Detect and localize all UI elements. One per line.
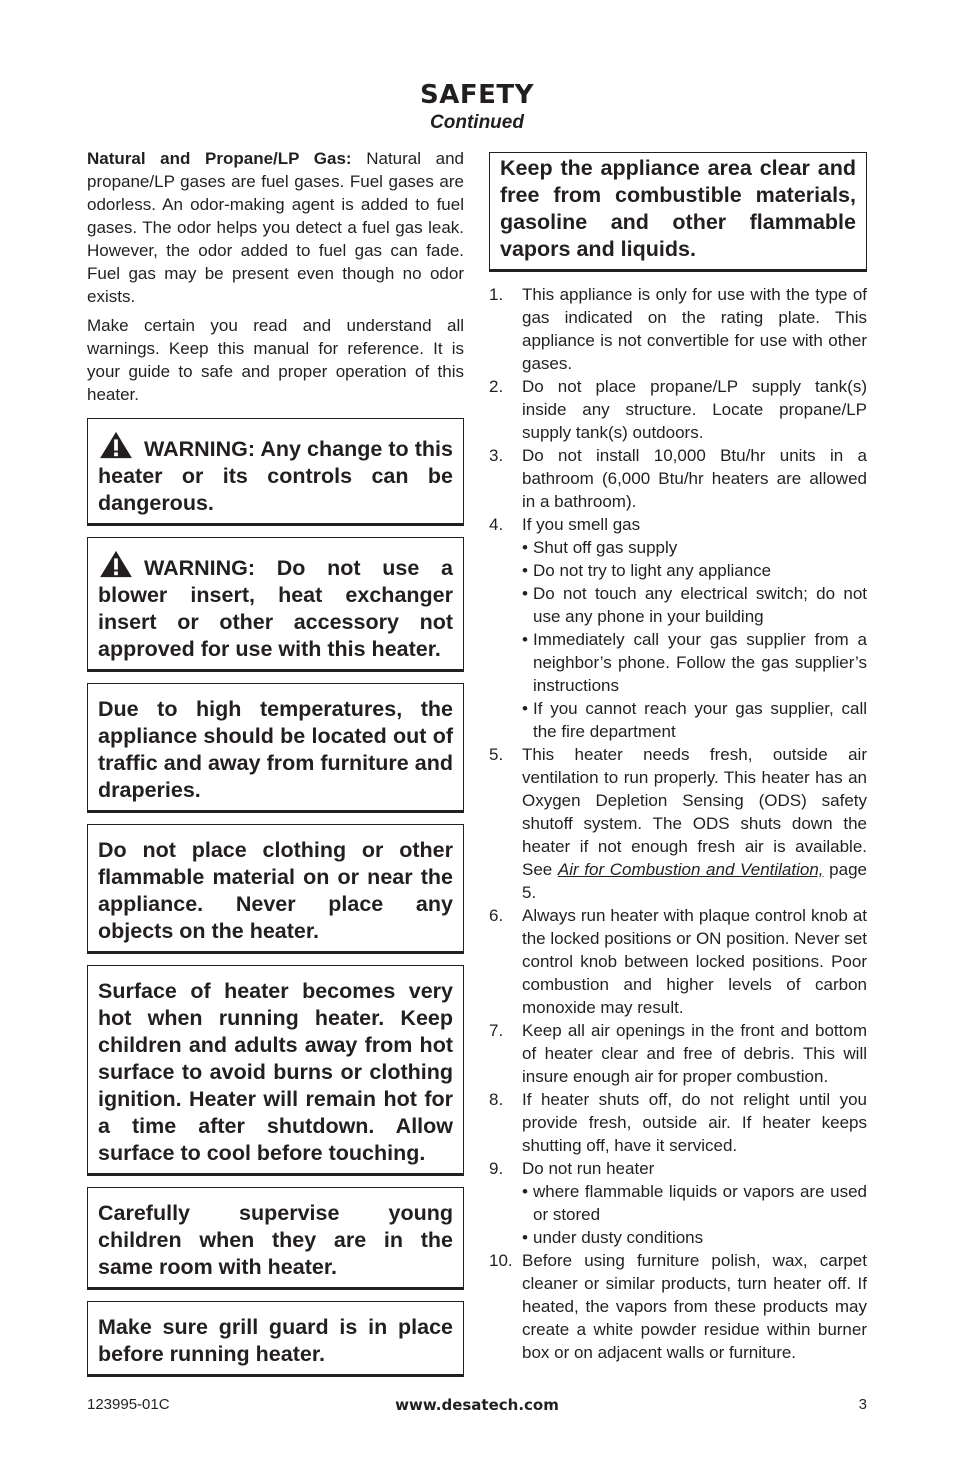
list-item (489, 283, 867, 375)
list-item-number: 9. (489, 1159, 504, 1178)
list-item-tail: page 5. (522, 860, 867, 902)
left-column (87, 147, 464, 1388)
notice-box-children: Carefully supervise young children when they are in the same room with heater. (87, 1187, 464, 1288)
list-item-number: 10. (489, 1251, 513, 1270)
list-item-text: Do not install 10,000 Btu/hr units in a bathroom (6,000 Btu/hr heaters are allowed in a bathroom). (522, 446, 867, 511)
intro-text: Natural and propane/LP gases are fuel gases. Fuel gases are odorless. An odor-making agent is added to fuel gases. The odor helps you detect a fuel gas leak. However, the odor added to fuel gas can fade. Fuel gas may be present even though no odor exists. (87, 149, 464, 306)
list-item-text: Do not place propane/LP supply tank(s) inside any structure. Locate propane/LP supply tank(s) outdoors. (522, 377, 867, 442)
sub-bullet-item: • Shut off gas supply (522, 536, 867, 559)
notice-box-grill-guard: Make sure grill guard is in place before running heater. (87, 1301, 464, 1375)
sub-bullet-item: • If you cannot reach your gas supplier, call the fire department (522, 697, 867, 743)
list-item-number: 8. (489, 1090, 504, 1109)
list-item-text: If you smell gas (522, 515, 641, 534)
warning-triangle-icon (98, 550, 134, 578)
warning-box-controls (87, 418, 464, 524)
list-item-text: If heater shuts off, do not relight until you provide fresh, outside air. If heater keeps shutting off, have it serviced. (522, 1090, 867, 1155)
sub-bullet-item: • where flammable liquids or vapors are used or stored (522, 1180, 867, 1226)
list-item-text: Keep all air openings in the front and bottom of heater clear and free of debris. This will insure enough air for proper combustion. (522, 1021, 867, 1086)
notice-box-hot-surface: Surface of heater becomes very hot when running heater. Keep children and adults away from hot surface to avoid burns or clothing ignition. Heater will remain hot for a time after shutdown. Allow surface to cool before touching. (87, 965, 464, 1174)
notice-box-location: Due to high temperatures, the appliance should be located out of traffic and away from furniture and draperies. (87, 683, 464, 811)
list-item-text: Do not run heater (522, 1159, 655, 1178)
list-item (489, 743, 867, 904)
notice-box-clothing: Do not place clothing or other flammable material on or near the appliance. Never place any objects on the heater. (87, 824, 464, 952)
list-item (489, 1157, 867, 1249)
sub-bullet-item: • under dusty conditions (522, 1226, 867, 1249)
warning-triangle-icon (98, 431, 134, 459)
safety-list (489, 283, 867, 1364)
sub-bullet-list (522, 1180, 867, 1249)
list-item (489, 513, 867, 743)
list-item-number: 7. (489, 1021, 504, 1040)
list-item-number: 5. (489, 745, 504, 764)
list-item (489, 904, 867, 1019)
website-link[interactable]: www.desatech.com (395, 1396, 559, 1414)
list-item-text: Before using furniture polish, wax, carpet cleaner or similar products, turn heater off. If heated, the vapors from these products may create a white powder residue within burner box or on adjacent walls or furniture. (522, 1251, 867, 1362)
sub-bullet-list (522, 536, 867, 743)
sub-bullet-item: • Do not touch any electrical switch; do not use any phone in your building (522, 582, 867, 628)
list-item (489, 444, 867, 513)
list-item-text: This heater needs fresh, outside air ventilation to run properly. This heater has an Oxygen Depletion Sensing (ODS) safety shutoff system. The ODS shuts down the heater if not enough fresh air is available. See (522, 745, 867, 879)
list-item-number: 6. (489, 906, 504, 925)
section-reference-link[interactable]: Air for Combustion and Ventilation, (557, 860, 824, 879)
list-item-text: This appliance is only for use with the type of gas indicated on the rating plate. This appliance is not convertible for use with other gases. (522, 285, 867, 373)
list-item-text: Always run heater with plaque control knob at the locked positions or ON position. Never set control knob between locked positions. Poor combustion and higher levels of carbon monoxide may result. (522, 906, 867, 1017)
page-subtitle: Continued (430, 112, 524, 133)
list-item (489, 1019, 867, 1088)
list-item (489, 1249, 867, 1364)
sub-bullet-item: • Immediately call your gas supplier from a neighbor’s phone. Follow the gas supplier’s instructions (522, 628, 867, 697)
list-item-number: 4. (489, 515, 504, 534)
intro-lead: Natural and Propane/LP Gas: (87, 149, 352, 168)
page-title: SAFETY (420, 80, 534, 110)
list-item-number: 1. (489, 285, 504, 304)
list-item-number: 3. (489, 446, 504, 465)
list-item (489, 1088, 867, 1157)
warning-text-blower: WARNING: Do not use a blower insert, heat exchanger insert or other accessory not approved for use with this heater. (98, 556, 453, 661)
manual-paragraph: Make certain you read and understand all warnings. Keep this manual for reference. It is your guide to safe and proper operation of this heater. (87, 316, 464, 404)
right-column (489, 152, 867, 1364)
warning-box-blower (87, 537, 464, 670)
warning-text-controls: WARNING: Any change to this heater or its controls can be dangerous. (98, 437, 453, 515)
intro-paragraph (87, 147, 464, 308)
sub-bullet-item: • Do not try to light any appliance (522, 559, 867, 582)
notice-box-clear-area: Keep the appliance area clear and free from combustible materials, gasoline and other flammable vapors and liquids. (489, 152, 867, 270)
page-number: 3 (858, 1396, 867, 1413)
list-item (489, 375, 867, 444)
document-number: 123995-01C (87, 1396, 170, 1413)
list-item-number: 2. (489, 377, 504, 396)
